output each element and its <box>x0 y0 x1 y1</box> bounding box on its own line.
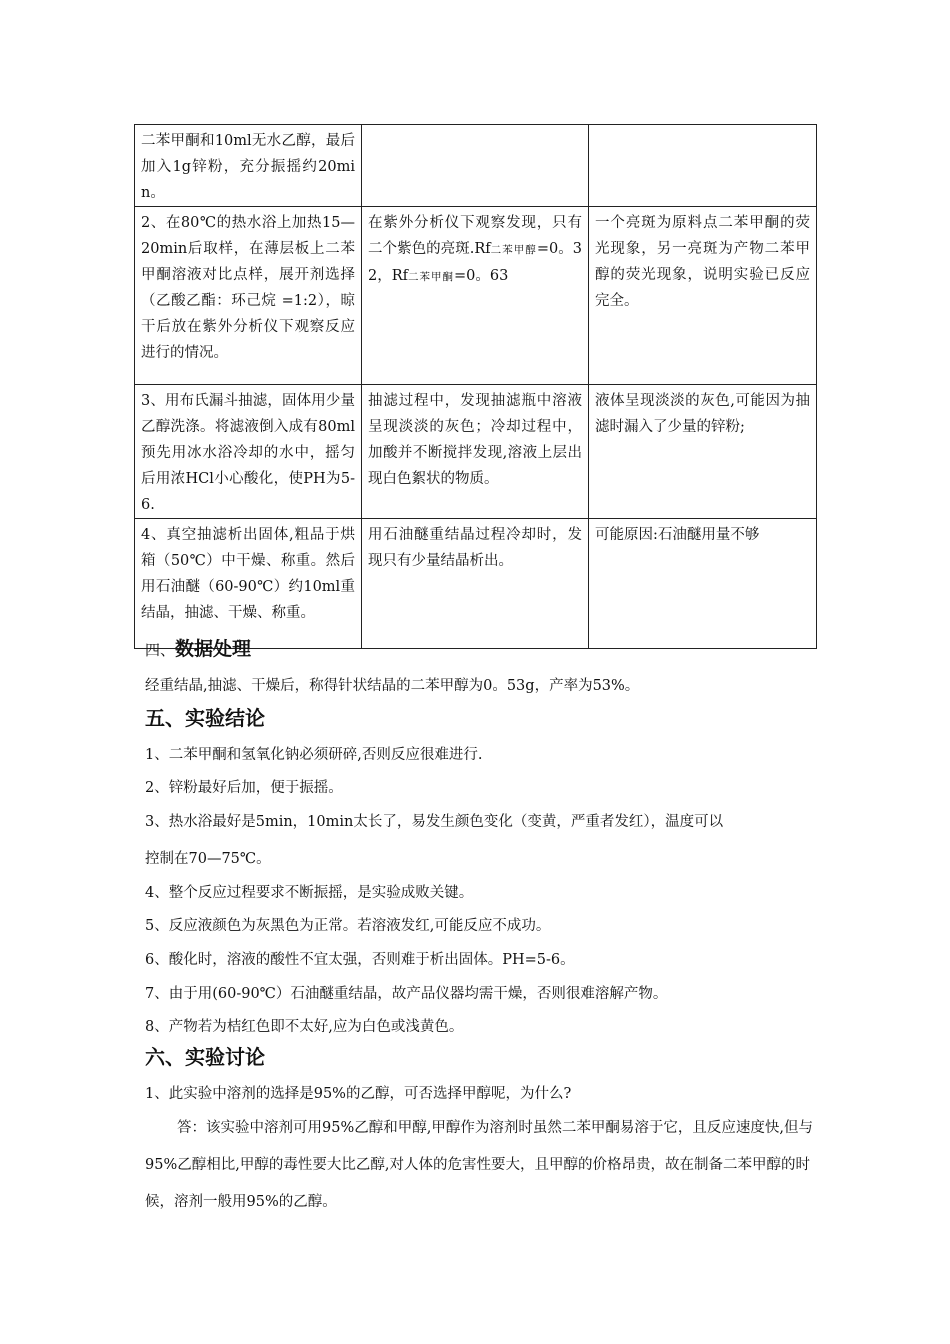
section-heading-discussion: 六、实验讨论 <box>145 1045 265 1069</box>
list-item: 控制在70—75℃。 <box>145 851 271 867</box>
table-cell: 3、用布氏漏斗抽滤，固体用少量乙醇洗涤。将滤液倒入成有80ml预先用冰水浴冷却的水中，摇匀后用浓HCl小心酸化，使PH为5-6. <box>135 385 362 519</box>
subscript-label: 二苯甲醇 <box>490 244 537 256</box>
experiment-table <box>134 124 817 649</box>
rf-value: =0。32，Rf <box>368 241 582 284</box>
table-cell <box>589 125 817 207</box>
discussion-question: 1、此实验中溶剂的选择是95%的乙醇，可否选择甲醇呢，为什么? <box>145 1086 572 1102</box>
table-cell <box>362 125 589 207</box>
section-number: 四、 <box>145 641 176 659</box>
table-row <box>135 207 817 385</box>
table-cell: 二苯甲酮和10ml无水乙醇，最后加入1g锌粉，充分振摇约20min。 <box>135 125 362 207</box>
list-item: 4、整个反应过程要求不断振摇，是实验成败关键。 <box>145 885 474 901</box>
table-cell: 抽滤过程中，发现抽滤瓶中溶液呈现淡淡的灰色；冷却过程中，加酸并不断搅拌发现,溶液上层出现白色絮状的物质。 <box>362 385 589 519</box>
list-item: 5、反应液颜色为灰黑色为正常。若溶液发红,可能反应不成功。 <box>145 918 551 934</box>
list-item: 3、热水浴最好是5min，10min太长了，易发生颜色变化（变黄，严重者发红），温度可以 <box>145 814 724 830</box>
table-row <box>135 125 817 207</box>
table-cell: 液体呈现淡淡的灰色,可能因为抽滤时漏入了少量的锌粉; <box>589 385 817 519</box>
section-title: 数据处理 <box>175 638 252 660</box>
table-row <box>135 385 817 519</box>
list-item: 1、二苯甲酮和氢氧化钠必须研碎,否则反应很难进行. <box>145 747 483 763</box>
section-heading-data <box>145 636 251 663</box>
observation-text: 在紫外分析仪下观察发现，只有二个紫色的亮斑.Rf <box>368 215 582 257</box>
discussion-answer: 答：该实验中溶剂可用95%乙醇和甲醇,甲醇作为溶剂时虽然二苯甲酮易溶于它，且反应速度快,但与95%乙醇相比,甲醇的毒性要大比乙醇,对人体的危害性要大，且甲醇的价格昂贵，故在制备二苯甲醇的时候，溶剂一般用95%的乙醇。 <box>145 1120 813 1210</box>
table-cell <box>362 207 589 385</box>
table-cell: 2、在80℃的热水浴上加热15—20min后取样，在薄层板上二苯甲酮溶液对比点样，展开剂选择（乙酸乙酯：环己烷 =1:2），晾干后放在紫外分析仪下观察反应进行的情况。 <box>135 207 362 385</box>
section-heading-conclusion: 五、实验结论 <box>145 706 265 730</box>
rf-value: =0。63 <box>454 268 509 284</box>
table-cell: 用石油醚重结晶过程冷却时，发现只有少量结晶析出。 <box>362 519 589 649</box>
list-item: 8、产物若为桔红色即不太好,应为白色或浅黄色。 <box>145 1019 464 1035</box>
table-cell: 4、真空抽滤析出固体,粗品于烘箱（50℃）中干燥、称重。然后用石油醚（60-90℃）约10ml重结晶，抽滤、干燥、称重。 <box>135 519 362 649</box>
table-cell: 一个亮斑为原料点二苯甲酮的荧光现象，另一亮斑为产物二苯甲醇的荧光现象，说明实验已反应完全。 <box>589 207 817 385</box>
subscript-label: 二苯甲酮 <box>408 271 455 283</box>
list-item: 2、锌粉最好后加，便于振摇。 <box>145 780 343 796</box>
table-row <box>135 519 817 649</box>
paragraph: 经重结晶,抽滤、干燥后，称得针状结晶的二苯甲醇为0。53g，产率为53%。 <box>145 678 640 694</box>
list-item: 7、由于用(60-90℃）石油醚重结晶，故产品仪器均需干燥，否则很难溶解产物。 <box>145 986 668 1002</box>
list-item: 6、酸化时，溶液的酸性不宜太强，否则难于析出固体。PH=5-6。 <box>145 952 575 968</box>
table-cell: 可能原因:石油醚用量不够 <box>589 519 817 649</box>
